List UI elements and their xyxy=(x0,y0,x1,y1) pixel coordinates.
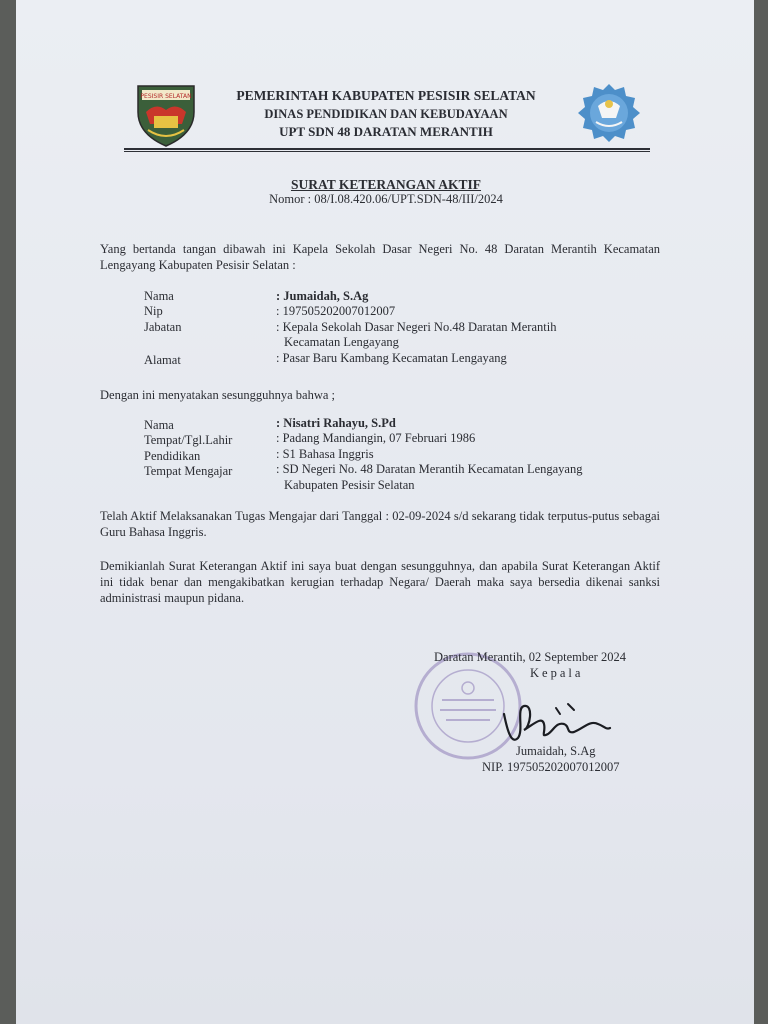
signer-nip: : 197505202007012007 xyxy=(276,304,396,318)
letterhead-line-2: DINAS PENDIDIKAN DAN KEBUDAYAAN xyxy=(264,107,508,121)
letter-title: SURAT KETERANGAN AKTIF xyxy=(290,177,482,192)
signer-position-2: Kecamatan Lengayang xyxy=(284,335,399,349)
teacher-school-2: Kabupaten Pesisir Selatan xyxy=(284,478,415,492)
teacher-school-1: : SD Negeri No. 48 Daratan Merantih Kecamatan Lengayang xyxy=(276,462,583,476)
signer-address-label: Alamat xyxy=(144,353,181,367)
letterhead-rule xyxy=(124,148,650,150)
letterhead-line-1: PEMERINTAH KABUPATEN PESISIR SELATAN xyxy=(236,88,536,103)
document-page xyxy=(16,0,754,1024)
letter-number: Nomor : 08/I.08.420.06/UPT.SDN-48/III/2024 xyxy=(269,192,503,206)
signer-address: : Pasar Baru Kambang Kecamatan Lengayang xyxy=(276,351,507,365)
signer-name-label: Nama xyxy=(144,289,174,303)
teacher-education-label: Pendidikan xyxy=(144,449,201,463)
signer-name: : Jumaidah, S.Ag xyxy=(276,289,369,303)
teacher-name-label: Nama xyxy=(144,418,174,432)
letterhead xyxy=(186,87,586,141)
signer-position-label: Jabatan xyxy=(144,320,182,334)
intro-paragraph: Yang bertanda tangan dibawah ini Kapela Sekolah Dasar Negeri No. 48 Daratan Merantih Kecamatan Lengayang Kabupaten Pesisir Selatan : xyxy=(100,242,660,272)
statement-line: Dengan ini menyatakan sesungguhnya bahwa ; xyxy=(100,388,336,402)
letterhead-rule-thin xyxy=(124,151,650,152)
teacher-name: : Nisatri Rahayu, S.Pd xyxy=(276,416,396,430)
teacher-birth: : Padang Mandiangin, 07 Februari 1986 xyxy=(276,431,476,445)
teacher-birth-label: Tempat/Tgl.Lahir xyxy=(144,433,233,447)
handwritten-signature-icon xyxy=(494,694,612,748)
signer-nip-label: Nip xyxy=(144,304,163,318)
signer-printed-name: Jumaidah, S.Ag xyxy=(516,744,596,758)
crest-text: PESISIR SELATAN xyxy=(140,93,192,100)
closing-paragraph: Demikianlah Surat Keterangan Aktif ini saya buat dengan sesungguhnya, dan apabila Surat Keterangan Aktif ini tidak benar dan mengakibatkan kerugian terhadap Negara/ Daerah maka saya bersedia dikenai sanksi administrasi maupun pidana. xyxy=(100,559,660,605)
active-duty-paragraph: Telah Aktif Melaksanakan Tugas Mengajar dari Tanggal : 02-09-2024 s/d sekarang tidak terputus-putus sebagai Guru Bahasa Inggris. xyxy=(100,509,660,539)
signer-printed-nip: NIP. 197505202007012007 xyxy=(482,760,620,774)
teacher-school-label: Tempat Mengajar xyxy=(144,464,233,478)
letterhead-line-3: UPT SDN 48 DARATAN MERANTIH xyxy=(279,124,493,139)
place-date: Daratan Merantih, 02 September 2024 xyxy=(434,650,626,664)
signer-position-1: : Kepala Sekolah Dasar Negeri No.48 Daratan Merantih xyxy=(276,320,557,334)
signer-position-title: Kepala xyxy=(530,666,584,680)
teacher-education: : S1 Bahasa Inggris xyxy=(276,447,374,461)
